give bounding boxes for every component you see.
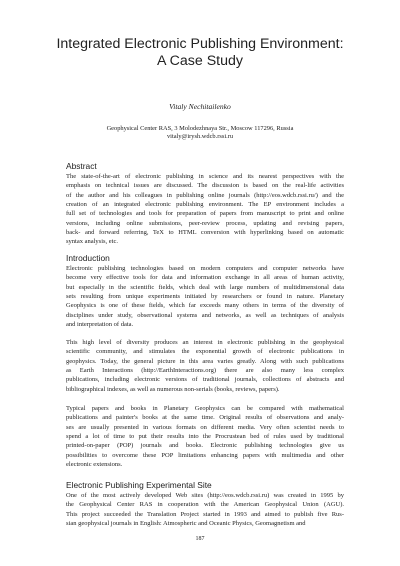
introduction-heading: Introduction [66, 253, 110, 263]
text-line: full set of technologies and tools for preparation of papers from manuscript to print and online [66, 210, 344, 218]
text-line: bibliographical indexes, as well as numerous non-serials (books, reviews, papers). [66, 385, 280, 393]
text-line: creation of an integrated electronic publishing environment. The EP environment includes a [66, 201, 344, 209]
text-line: syntax analysis, etc. [66, 238, 118, 246]
text-line: scientific community, and stimulates the exponential growth of electronic publications in [66, 348, 344, 356]
text-line: the Geophysical Center RAS in cooperation with the American Geophysical Union (AGU). [66, 501, 344, 509]
text-line: This high level of diversity produces an interest in electronic publishing in the geophysical [66, 339, 344, 346]
text-line: as Earth Interactions (http://EarthInteractions.org) there are also many less complex [66, 367, 344, 375]
text-line: Geophysics is one of these fields, which far exceeds many others in terms of the diversity of [66, 302, 344, 310]
text-line: geophysics. Today, the general picture in this area varies greatly. Along with such publications [66, 357, 344, 365]
text-line: become very effective tools for data and information exchange in all areas of human activity, [66, 274, 344, 282]
text-line: The state-of-the-art of electronic publishing in science and its nearest perspectives with the [66, 173, 344, 180]
introduction-paragraph-1 [66, 264, 344, 329]
text-line: disciplines under study, observational systems and networks, as well as techniques of analysis [66, 311, 344, 319]
text-line: spend a lot of time to put their results into the Procrustean bed of rules used by traditional [66, 433, 344, 441]
text-line: but especially in the scientific fields, which deal with large numbers of multidimensional data [66, 283, 344, 291]
text-line: Electronic publishing technologies based on modern computers and computer networks have [66, 265, 344, 272]
text-line: printed-on-paper (POP) journals and books. Electronic publishing technologies give us [66, 442, 344, 450]
text-line: Typical papers and books in Planetary Geophysics can be compared with mathematical [66, 405, 344, 412]
text-line: possibilities to overcome these POP limitations enhancing papers with multimedia and other [66, 451, 344, 459]
author-name: Vitaly Nechitailenko [169, 102, 231, 111]
text-line: emphasis on technical issues are discussed. The discussion is based on the real-life activities [66, 182, 344, 190]
text-line: of the author and his colleagues in publishing online journals (http://eos.wdcb.rssi.ru/) and the [66, 191, 344, 199]
title-line-1: Integrated Electronic Publishing Environment: [56, 36, 344, 52]
text-line: and interpretation of data. [66, 321, 134, 329]
text-line: This project succeeded the Translation Project started in 1993 and aimed to publish five Rus- [66, 510, 344, 518]
abstract-heading: Abstract [66, 161, 97, 171]
abstract-text [66, 172, 344, 247]
affiliation-address: Geophysical Center RAS, 3 Molodezhnaya Str., Moscow 117296, Russia [106, 125, 294, 132]
paper-title [40, 36, 360, 70]
introduction-paragraph-2 [66, 338, 344, 394]
text-line: back- and forward referring, TeX to HTML conversion with hyperlinking based on automatic [66, 229, 344, 237]
introduction-paragraph-3 [66, 404, 344, 469]
text-line: versions, including online submissions, peer-review process, updating and revising papers, [66, 219, 344, 227]
title-line-2: A Case Study [157, 53, 243, 69]
text-line: publications, including electronic versions of traditional journals, collections of abstracts and [66, 376, 344, 384]
site-heading: Electronic Publishing Experimental Site [66, 480, 212, 490]
site-paragraph [66, 491, 344, 528]
text-line: electronic extensions. [66, 461, 123, 469]
text-line: ses are usually presented in various formats on different media. Very often scientist needs to [66, 423, 344, 431]
text-line: sian geophysical journals in English: Atmospheric and Oceanic Physics, Geomagnetism and [66, 520, 306, 528]
page-number: 187 [195, 536, 205, 542]
text-line: One of the most actively developed Web sites (http://eos.wdcb.rssi.ru) was created in 1995 by [66, 492, 344, 499]
text-line: sets resulting from unique experiments initiated by researchers or found in nature. Planetary [66, 293, 344, 301]
text-line: publications and painter's books at the same time. Original results of observations and analy- [66, 414, 344, 422]
affiliation [40, 125, 360, 141]
affiliation-email: vitaly@irysh.wdcb.rssi.ru [166, 133, 234, 141]
